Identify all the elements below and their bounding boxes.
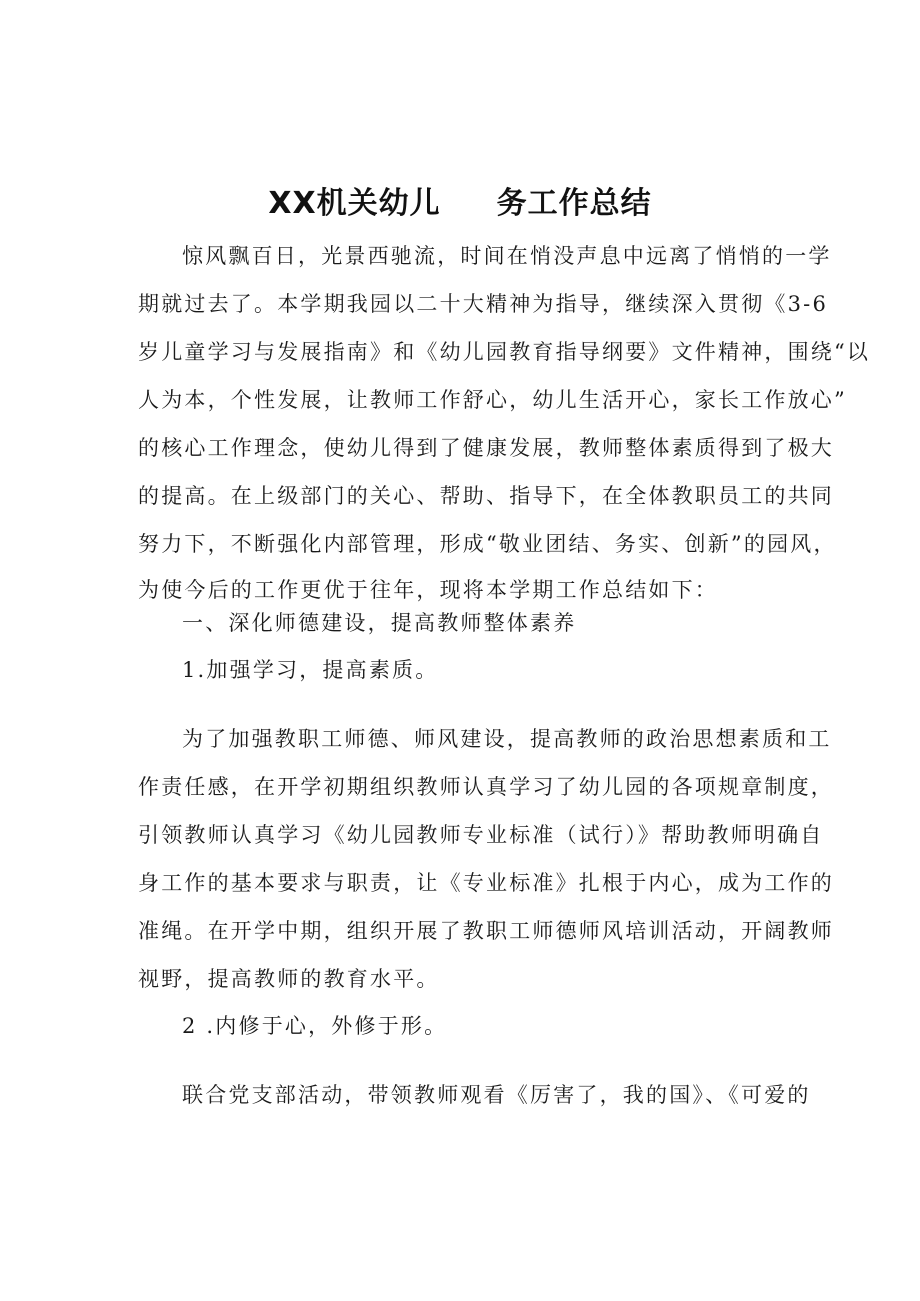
paragraph-line: 期就过去了。本学期我园以二十大精神为指导，继续深入贯彻《3-6	[138, 292, 829, 316]
paragraph-line: 准绳。在开学中期，组织开展了教职工师德师风培训活动，开阔教师	[138, 919, 834, 943]
document-title	[0, 178, 920, 222]
paragraph-line: 联合党支部活动，带领教师观看《厉害了，我的国》、《可爱的	[182, 1083, 811, 1107]
paragraph-line: 岁儿童学习与发展指南》和《幼儿园教育指导纲要》文件精神，围绕“以	[138, 340, 871, 364]
paragraph-line: 身工作的基本要求与职责，让《专业标准》扎根于内心，成为工作的	[138, 871, 834, 895]
paragraph-line: 引领教师认真学习《幼儿园教师专业标准（试行）》帮助教师明确自	[138, 823, 824, 847]
paragraph-line: 为使今后的工作更优于往年，现将本学期工作总结如下：	[138, 578, 718, 602]
item-heading: 1.加强学习，提高素质。	[182, 658, 439, 682]
paragraph-line: 作责任感，在开学初期组织教师认真学习了幼儿园的各项规章制度，	[138, 775, 834, 799]
paragraph-line: 惊风飘百日，光景西驰流，时间在悄没声息中远离了悄悄的一学	[182, 244, 832, 268]
paragraph-line: 努力下，不断强化内部管理，形成“敬业团结、务实、创新”的园风，	[138, 532, 837, 556]
section-heading: 一、深化师德建设，提高教师整体素养	[182, 611, 577, 635]
paragraph-line: 为了加强教职工师德、师风建设，提高教师的政治思想素质和工	[182, 727, 832, 751]
item-heading: 2 .内修于心，外修于形。	[182, 1014, 448, 1038]
paragraph-line: 人为本，个性发展，让教师工作舒心，幼儿生活开心，家长工作放心”	[138, 388, 847, 412]
paragraph-line: 视野，提高教师的教育水平。	[138, 967, 440, 991]
paragraph-line: 的核心工作理念，使幼儿得到了健康发展，教师整体素质得到了极大	[138, 436, 834, 460]
paragraph-line: 的提高。在上级部门的关心、帮助、指导下，在全体教职员工的共同	[138, 484, 834, 508]
title-part-2: 务工作总结	[496, 186, 652, 221]
title-part-1: XX机关幼儿	[268, 186, 441, 221]
